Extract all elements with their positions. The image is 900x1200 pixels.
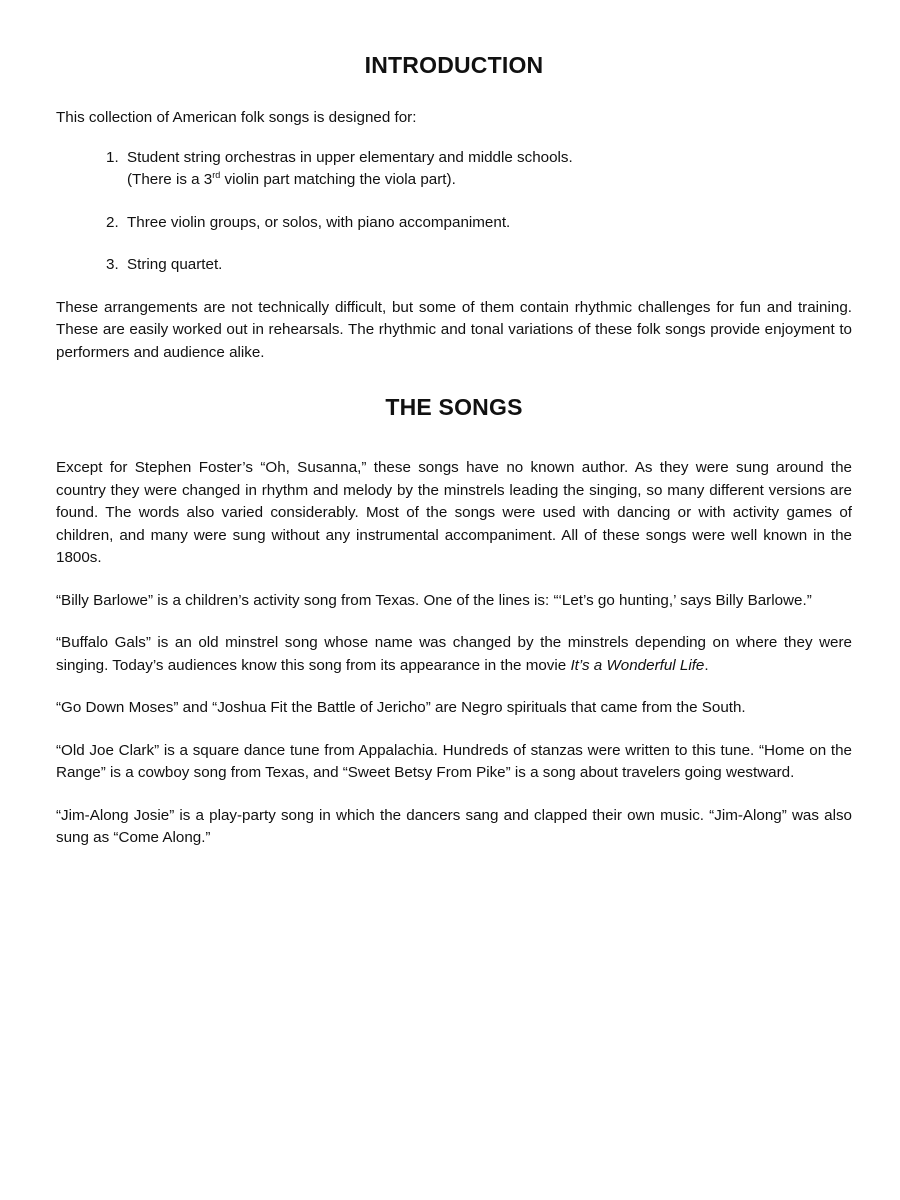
songs-paragraph-billy-barlowe: “Billy Barlowe” is a children’s activity song from Texas. One of the lines is: “‘Let’s go hunting,’ says Billy Barlowe.” xyxy=(56,591,812,609)
songs-paragraph-old-joe-clark: “Old Joe Clark” is a square dance tune from Appalachia. Hundreds of stanzas were written to this tune. “Home on the Range” is a cowboy song from Texas, and “Sweet Betsy From Pike” is a song about travelers going westward. xyxy=(56,741,852,781)
movie-title: It’s a Wonderful Life xyxy=(570,656,705,674)
songs-paragraph-overview: Except for Stephen Foster’s “Oh, Susanna,” these songs have no known author. As they were sung around the country they were changed in rhythm and melody by the minstrels leading the singing, so many different versions are found. The words also varied considerably. Most of the songs were used with dancing or with activity games of children, and many were sung without any instrumental accompaniment. All of these songs were well known in the 1800s. xyxy=(56,459,852,566)
list-text xyxy=(127,147,573,192)
list-text: Three violin groups, or solos, with piano accompaniment. xyxy=(127,213,511,231)
songs-paragraph-spirituals: “Go Down Moses” and “Joshua Fit the Battle of Jericho” are Negro spirituals that came from the South. xyxy=(56,699,746,716)
list-note-before: (There is a 3 xyxy=(127,171,213,188)
songs-paragraph-jim-along-josie: “Jim-Along Josie” is a play-party song in which the dancers sang and clapped their own music. “Jim-Along” was also sung as “Come Along.” xyxy=(56,806,852,846)
songs-paragraph-buffalo-gals xyxy=(56,632,852,677)
list-number: 3. xyxy=(106,256,119,273)
introduction-lead: This collection of American folk songs is designed for: xyxy=(56,109,417,126)
list-item xyxy=(106,212,852,235)
introduction-heading: INTRODUCTION xyxy=(364,52,544,78)
list-item xyxy=(106,254,852,277)
list-text: String quartet. xyxy=(127,256,223,273)
introduction-closing: These arrangements are not technically difficult, but some of them contain rhythmic challenges for fun and training. These are easily worked out in rehearsals. The rhythmic and tonal variations of these folk songs provide enjoyment to performers and audience alike. xyxy=(56,298,852,361)
list-note xyxy=(127,169,573,192)
buffalo-text: “Buffalo Gals” is an old minstrel song whose name was changed by the minstrels depending on where they were singing. Today’s audiences know this song from its appearance in the movie xyxy=(56,634,852,674)
buffalo-end: . xyxy=(704,656,709,674)
list-note-after: violin part matching the viola part). xyxy=(220,171,456,188)
list-number: 1. xyxy=(106,148,119,166)
songs-heading: THE SONGS xyxy=(385,394,523,420)
usage-list xyxy=(56,147,852,277)
list-item xyxy=(106,147,852,192)
list-note-sup: rd xyxy=(212,169,221,180)
list-number: 2. xyxy=(106,213,119,231)
list-main: Student string orchestras in upper elementary and middle schools. xyxy=(127,148,573,166)
